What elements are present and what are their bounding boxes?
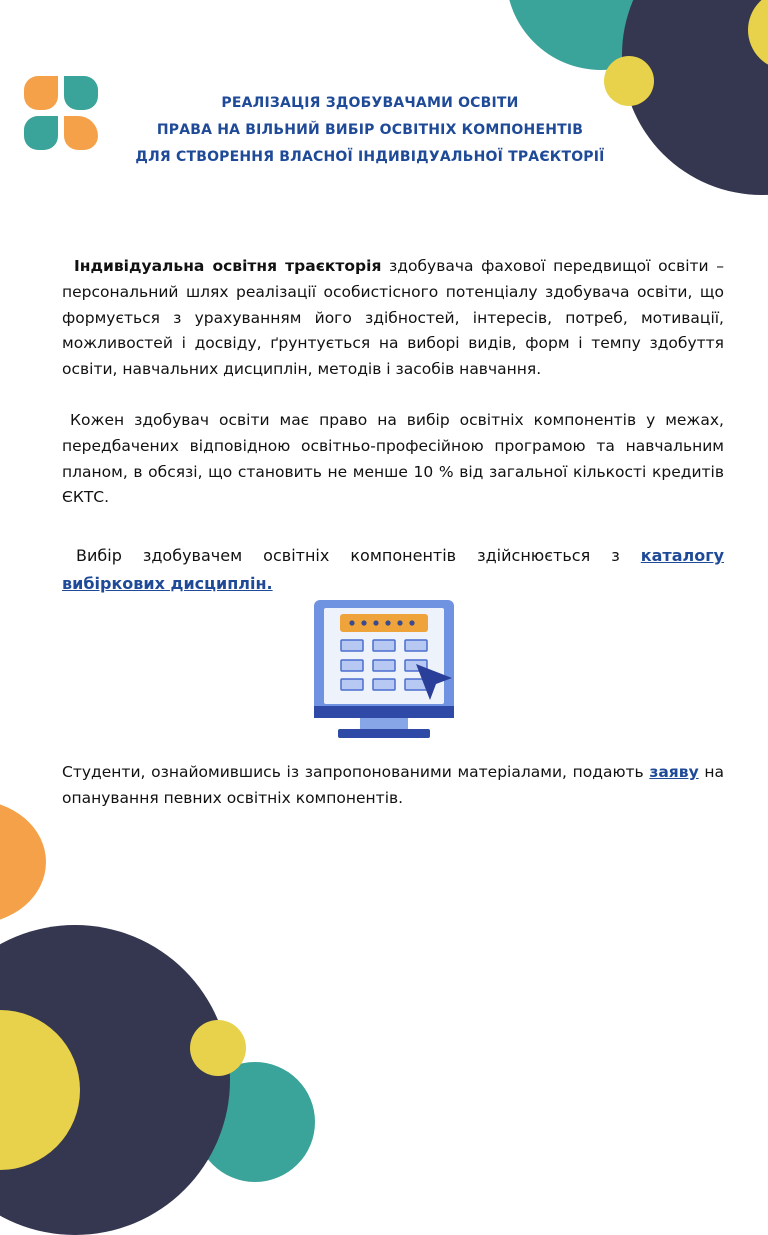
paragraph3-text: Вибір здобувачем освітніх компонентів здійснюється з	[76, 546, 641, 565]
paragraph1-text: здобувача фахової передвищої освіти – персональний шлях реалізації особистісного потенціалу здобувача освіти, що формується з урахуванням його здібностей, інтересів, потреб, мотивації, можливостей і досвіду, ґрунтується на виборі видів, форм і темпу здобуття освіти, навчальних дисциплін, методів і засобів навчання.	[62, 257, 725, 379]
title-line-1: РЕАЛІЗАЦІЯ ЗДОБУВАЧАМИ ОСВІТИ	[221, 95, 519, 111]
paragraph4-text-before: Студенти, ознайомившись із запропонованими матеріалами, подають	[62, 763, 650, 781]
page-title	[120, 90, 620, 171]
paragraph-catalog	[62, 542, 724, 598]
application-link[interactable]: заяву	[649, 763, 699, 781]
monitor-selection-icon	[312, 598, 456, 740]
decor-circle-yellow-bottom	[190, 1020, 246, 1076]
paragraph-application	[62, 760, 724, 812]
decor-circle-orange-left	[0, 800, 46, 924]
title-line-2: ПРАВА НА ВІЛЬНИЙ ВИБІР ОСВІТНІХ КОМПОНЕНТІВ	[156, 122, 584, 138]
title-line-3: ДЛЯ СТВОРЕННЯ ВЛАСНОЇ ІНДИВІДУАЛЬНОЇ ТРАЄКТОРІЇ	[135, 149, 605, 165]
four-petal-logo-icon	[24, 76, 98, 150]
paragraph4-text-after: на опанування певних освітніх компонентів.	[62, 763, 724, 807]
catalog-link[interactable]: каталогу вибіркових дисциплін.	[62, 546, 724, 593]
paragraph-individual-trajectory	[62, 254, 724, 383]
paragraph-choice-right	[62, 408, 724, 511]
term-individual-trajectory: Індивідуальна освітня траєкторія	[74, 257, 382, 275]
paragraph2-text: Кожен здобувач освіти має право на вибір освітніх компонентів у межах, передбачених відповідною освітньо-професійною програмою та навчальним планом, в обсязі, що становить не менше 10 % від загальної кількості кредитів ЄКТС.	[62, 411, 724, 507]
